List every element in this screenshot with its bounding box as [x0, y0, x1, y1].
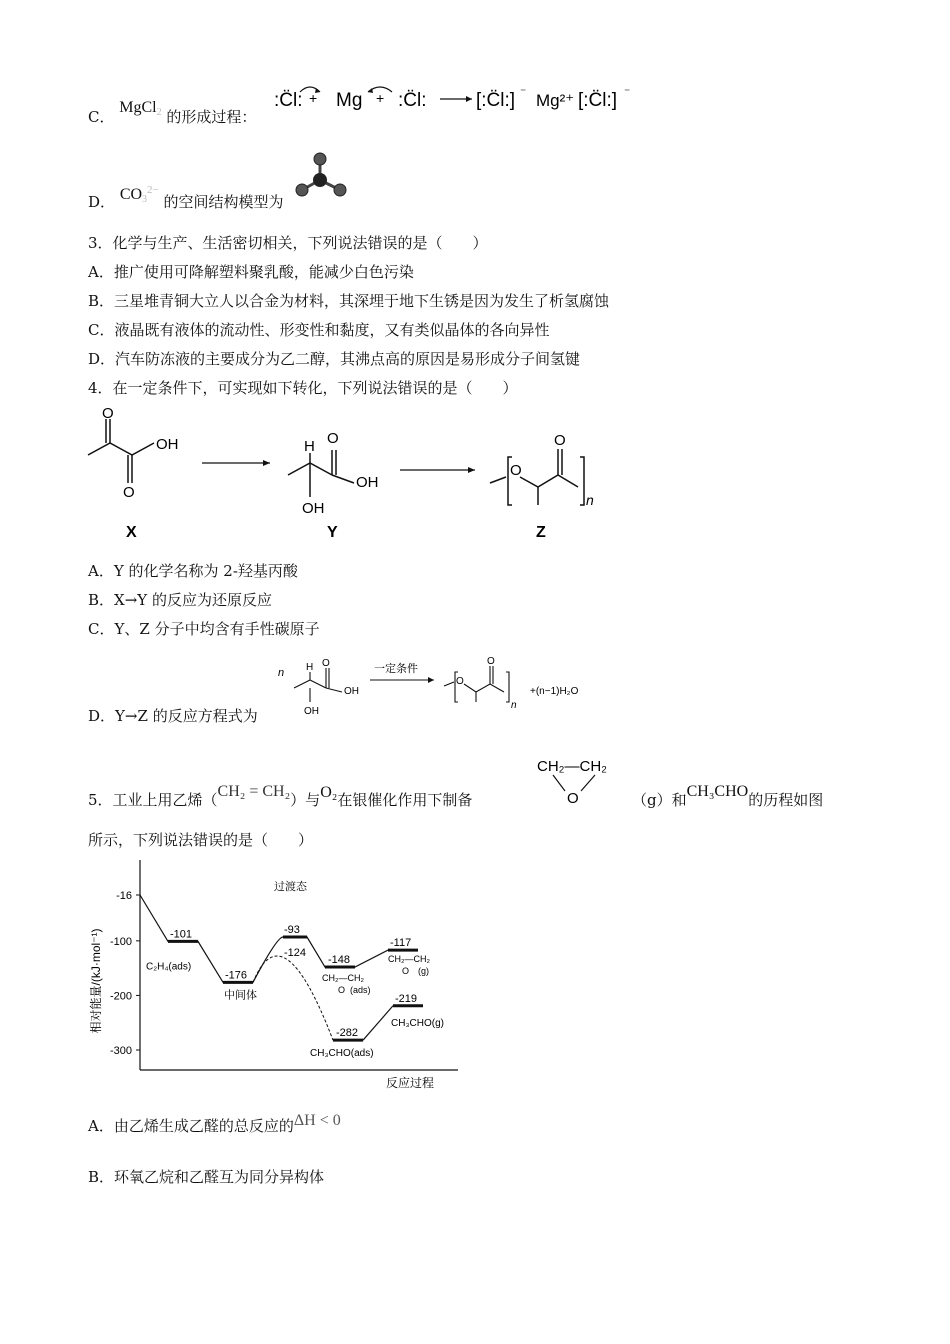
formula-text: MgCl: [119, 99, 157, 116]
y-tick-label: -300: [109, 1045, 132, 1057]
subscript-n: n: [586, 492, 594, 508]
atom-o: O: [322, 658, 330, 669]
option-label: D．: [88, 193, 116, 211]
formula-acetaldehyde: CH₃CHO: [686, 783, 749, 800]
atom-o: O: [327, 430, 339, 447]
atom-o: O: [510, 462, 522, 479]
water-product: +(n−1)H₂O: [530, 686, 579, 697]
atom-o: O: [123, 484, 135, 501]
data-label: -117: [390, 937, 412, 950]
q5-stem-line1-end: [632, 783, 824, 811]
mgcl2-formation-equation: [272, 82, 642, 118]
label-z: Z: [536, 524, 546, 541]
q4-option-c: C．Y、Z 分子中均含有手性碳原子: [88, 620, 320, 638]
q4-reaction-scheme: [80, 405, 620, 549]
stem-text: 在银催化作用下制备: [337, 791, 473, 809]
svg-text:+: +: [309, 90, 318, 106]
annotation-ads: (ads): [350, 985, 371, 996]
eq-charge-2: ⁻: [624, 85, 631, 99]
annotation-intermediate: 中间体: [224, 989, 257, 1002]
q4-option-a: A．Y 的化学名称为 2-羟基丙酸: [88, 562, 298, 580]
atom-oh: OH: [156, 436, 179, 453]
q3-option-c: C．液晶既有液体的流动性、形变性和黏度，又有类似晶体的各向异性: [88, 321, 550, 339]
data-label: -148: [328, 954, 351, 967]
svg-text:+: +: [376, 90, 385, 106]
molecule-y: [288, 430, 379, 541]
q2-option-d: [88, 184, 284, 218]
eq-product-cl2: [:C̈l:]: [578, 90, 618, 111]
epoxide-o: O: [567, 790, 579, 807]
q5-option-a: [88, 1112, 341, 1137]
data-label: -93: [284, 924, 300, 937]
eq-product-cl1: [:C̈l:]: [476, 90, 516, 111]
data-label: -282: [336, 1027, 359, 1040]
q5-stem-line2: 所示，下列说法错误的是（ ）: [88, 831, 314, 849]
q5-stem-line1: [88, 783, 473, 811]
q3-option-b: B．三星堆青铜大立人以合金为材料，其深埋于地下生锈是因为发生了析氢腐蚀: [88, 292, 610, 310]
data-label: -101: [170, 928, 193, 941]
data-label: -124: [284, 946, 307, 959]
q3-option-a: A．推广使用可降解塑料聚乳酸，能减少白色污染: [88, 263, 414, 281]
co3-ball-stick-model: [292, 152, 352, 206]
eq-cl-right: :C̈l:: [398, 90, 427, 111]
formula-sub: 3: [142, 194, 148, 205]
annotation-epoxide-ads-top: CH₂—CH₂: [322, 973, 364, 984]
eq-mg: Mg: [336, 90, 363, 111]
atom-o: O: [487, 656, 495, 667]
atom-o: O: [102, 405, 114, 422]
atom-o: O: [456, 676, 464, 687]
molecule-x: [88, 405, 179, 541]
stem-text: （g）和: [632, 791, 687, 809]
formula-mgcl2: [119, 99, 161, 116]
eq-charge-1: ⁻: [520, 85, 527, 99]
eq-cl-left: :C̈l:: [274, 90, 303, 111]
option-label: C．: [88, 108, 115, 126]
energy-profile-chart: [88, 855, 468, 1099]
annotation-ch3cho-g: CH₃CHO(g): [391, 1017, 444, 1029]
annotation-epoxide-g-o: O: [402, 966, 410, 977]
chart-svg: [88, 855, 468, 1095]
label-y: Y: [327, 524, 338, 541]
epoxide-structure: [535, 755, 625, 807]
q3-stem: 3．化学与生产、生活密切相关，下列说法错误的是（ ）: [88, 234, 488, 252]
formula-co3: [120, 186, 159, 203]
atom-h: H: [306, 662, 314, 673]
epoxide-text: CH₂—CH₂: [537, 758, 607, 775]
series-side-line: [363, 1006, 393, 1040]
annotation-g: (g): [418, 966, 429, 977]
data-label: -219: [395, 992, 418, 1005]
annotation-ch3cho-ads: CH₃CHO(ads): [310, 1048, 374, 1060]
subscript-n: n: [511, 700, 517, 711]
eq-product-mg: Mg²⁺: [536, 91, 575, 110]
data-label: -176: [225, 969, 248, 982]
atom-oh: OH: [344, 686, 359, 697]
annotation-transition-state: 过渡态: [274, 881, 307, 893]
formula-sup: 2−: [147, 184, 159, 196]
atom-oh: OH: [304, 706, 319, 717]
q2-option-c: [88, 99, 257, 133]
formula-sub: 2: [156, 107, 162, 118]
x-axis-label: 反应过程: [386, 1076, 435, 1090]
option-text: 的空间结构模型为: [163, 193, 284, 211]
stem-text: 5．工业上用乙烯（: [88, 791, 218, 809]
formula-text: CO: [119, 186, 143, 203]
atom-o: O: [554, 432, 566, 449]
y-tick-label: -200: [109, 990, 132, 1003]
q5-option-b: B．环氧乙烷和乙醛互为同分异构体: [88, 1168, 325, 1186]
y-tick-label: -100: [109, 935, 132, 948]
q4-stem: 4．在一定条件下，可实现如下转化，下列说法错误的是（ ）: [88, 379, 518, 397]
atom-oh: OH: [302, 500, 325, 517]
q3-option-d: D．汽车防冻液的主要成分为乙二醇，其沸点高的原因是易形成分子间氢键: [88, 350, 581, 368]
q4-option-d: D．Y→Z 的反应方程式为: [88, 707, 258, 725]
option-text: A．由乙烯生成乙醛的总反应的: [88, 1117, 294, 1135]
option-text: 的形成过程：: [166, 108, 257, 126]
stem-text: ）与: [290, 791, 321, 809]
formula-oxygen: O₂: [320, 784, 338, 801]
atom-h: H: [304, 438, 315, 455]
q4-d-equation: [272, 650, 602, 724]
molecule-z: [490, 432, 594, 541]
annotation-epoxide-g-top: CH₂—CH₂: [388, 954, 430, 965]
delta-h-symbol: ΔH < 0: [293, 1112, 341, 1129]
annotation-epoxide-ads-o: O: [338, 985, 346, 996]
q4-option-b: B．X→Y 的反应为还原反应: [88, 591, 272, 609]
reaction-condition: 一定条件: [374, 663, 418, 675]
y-tick-label: -16: [116, 890, 132, 902]
coef-n: n: [278, 667, 285, 679]
formula-ethylene: CH₂ = CH₂: [217, 783, 291, 800]
stem-text: 的历程如图: [748, 791, 824, 809]
atom-oh: OH: [356, 474, 379, 491]
series-side-dashed: [253, 956, 333, 1040]
label-x: X: [126, 524, 137, 541]
annotation-c2h4-ads: C₂H₄(ads): [146, 961, 192, 973]
y-axis-label: 相对能量/(kJ·mol⁻¹): [89, 928, 103, 1034]
